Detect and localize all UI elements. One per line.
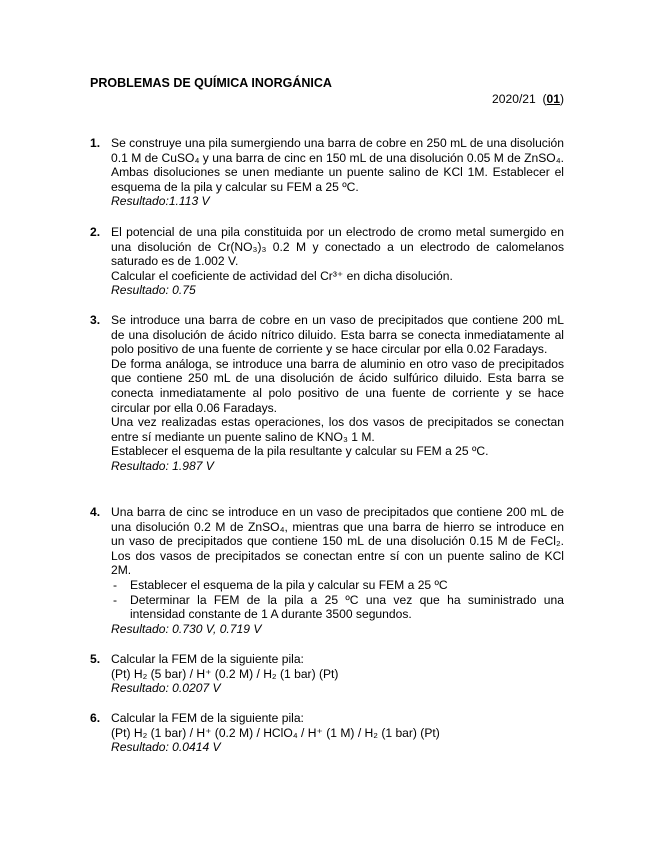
problem-number: 2. <box>90 225 101 239</box>
problem-text: De forma análoga, se introduce una barra de aluminio en otro vaso de precipitados que contiene 250 mL de una disolución de ácido sulfúrico diluido. Esta barra se conecta inmediatamente al polo positivo de una fuente de corriente y se hace circular por ella 0.06 Faradays. <box>111 356 564 415</box>
cell-notation: (Pt) H₂ (1 bar) / H⁺ (0.2 M) / HClO₄ / H⁺ (1 M) / H₂ (1 bar) (Pt) <box>111 725 440 740</box>
course-code: 2020/21 (01) <box>492 92 564 106</box>
problem-number: 3. <box>90 313 101 327</box>
problem-text: Se construye una pila sumergiendo una barra de cobre en 250 mL de una disolución 0.1 M de CuSO₄ y una barra de cinc en 150 mL de una disolución 0.05 M de ZnSO₄. Ambas disoluciones se unen mediante un puente salino de KCl 1M. Establecer el esquema de la pila y calcular su FEM a 25 ºC. <box>111 136 564 194</box>
problem-number: 4. <box>90 505 101 519</box>
problem-4 <box>90 505 564 636</box>
problem-5 <box>90 652 564 696</box>
page-title: PROBLEMAS DE QUÍMICA INORGÁNICA <box>90 76 332 90</box>
problem-number: 1. <box>90 136 101 150</box>
problem-text: Se introduce una barra de cobre en un vaso de precipitados que contiene 200 mL de una disolución de ácido nítrico diluido. Esta barra se conecta inmediatamente al polo positivo de una fuente de corriente y se hace circular por ella 0.02 Faradays. <box>111 313 564 357</box>
problem-text: Una vez realizadas estas operaciones, los dos vasos de precipitados se conectan entre sí mediante un puente salino de KNO₃ 1 M. <box>111 415 564 444</box>
problem-text: Calcular la FEM de la siguiente pila: <box>111 711 304 725</box>
problem-result: Resultado: 0.0207 V <box>111 681 221 696</box>
problem-result: Resultado: 0.730 V, 0.719 V <box>111 621 262 636</box>
problem-text: Calcular la FEM de la siguiente pila: <box>111 652 304 666</box>
problem-3 <box>90 313 564 474</box>
task-list <box>111 578 564 622</box>
course-year: 2020/21 <box>492 92 536 106</box>
problem-number: 5. <box>90 652 101 666</box>
problem-result: Resultado:1.113 V <box>111 194 210 209</box>
problem-text: Calcular el coeficiente de actividad del Cr³⁺ en dicha disolución. <box>111 268 453 283</box>
problem-text: El potencial de una pila constituida por un electrodo de cromo metal sumergido en una disolución de Cr(NO₃)₃ 0.2 M y conectado a un electrodo de calomelanos saturado es de 1.002 V. <box>111 225 564 269</box>
problem-2 <box>90 225 564 298</box>
problem-text: Establecer el esquema de la pila resultante y calcular su FEM a 25 ºC. <box>111 444 489 459</box>
task-item: - Determinar la FEM de la pila a 25 ºC una vez que ha suministrado una intensidad constante de 1 A durante 3500 segundos. <box>111 593 564 622</box>
cell-notation: (Pt) H₂ (5 bar) / H⁺ (0.2 M) / H₂ (1 bar) (Pt) <box>111 666 339 681</box>
problem-1 <box>90 136 564 209</box>
task-item: - Establecer el esquema de la pila y calcular su FEM a 25 ºC <box>111 578 564 593</box>
problem-result: Resultado: 0.75 <box>111 283 196 298</box>
problem-result: Resultado: 1.987 V <box>111 458 214 473</box>
problem-number: 6. <box>90 711 101 725</box>
sheet-number: 01 <box>546 92 560 106</box>
problem-6 <box>90 711 564 755</box>
problem-result: Resultado: 0.0414 V <box>111 740 221 755</box>
problem-text: Una barra de cinc se introduce en un vaso de precipitados que contiene 200 mL de una disolución 0.2 M de ZnSO₄, mientras que una barra de hierro se introduce en un vaso de precipitados que contiene 150 mL de una disolución 0.15 M de FeCl₂. Los dos vasos de precipitados se conectan entre sí con un puente salino de KCl 2M. <box>111 505 564 578</box>
